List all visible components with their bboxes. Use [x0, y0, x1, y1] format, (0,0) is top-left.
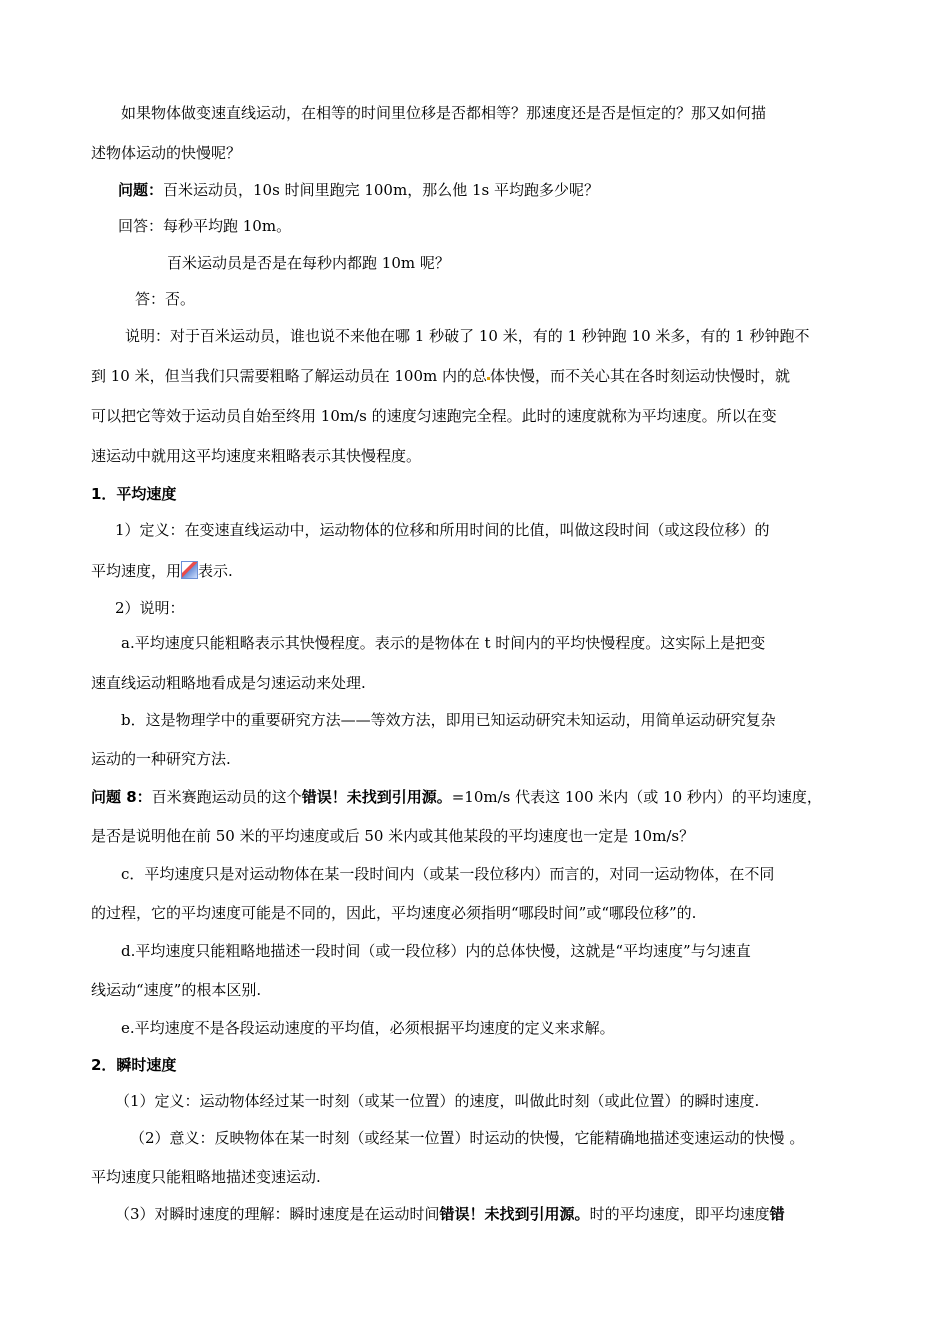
understanding-pre: （3）对瞬时速度的理解：瞬时速度是在运动时间	[115, 1205, 440, 1223]
point-c-line-1: c．平均速度只是对运动物体在某一段时间内（或某一段位移内）而言的，对同一运动物体，在不同	[121, 865, 775, 883]
explain-line-1: 说明：对于百米运动员，谁也说不来他在哪 1 秒破了 10 米，有的 1 秒钟跑 10 米多，有的 1 秒钟跑不	[125, 327, 810, 345]
instant-meaning-line-2: 平均速度只能粗略地描述变速运动.	[91, 1168, 321, 1186]
point-e-line: e.平均速度不是各段运动速度的平均值，必须根据平均速度的定义来求解。	[121, 1019, 615, 1037]
reference-error-3: 错	[769, 1205, 785, 1223]
definition-line-2b: 表示.	[198, 562, 233, 580]
understanding-mid: 时的平均速度，即平均速度	[589, 1205, 770, 1223]
point-b-line-2: 运动的一种研究方法.	[91, 750, 231, 768]
point-a-line-1: a.平均速度只能粗略表示其快慢程度。表示的是物体在 t 时间内的平均快慢程度。这实际上是把变	[121, 634, 766, 652]
reference-error-2: 错误！未找到引用源。	[439, 1205, 590, 1223]
definition-line-2	[91, 561, 233, 581]
instant-meaning-line-1: （2）意义：反映物体在某一时刻（或经某一位置）时运动的快慢，它能精确地描述变速运动的快慢 。	[130, 1129, 805, 1147]
reference-error: 错误！未找到引用源。	[301, 788, 452, 806]
question8-pre: 百米赛跑运动员的这个	[151, 788, 302, 806]
question-label: 问题：	[118, 181, 164, 199]
question8-label: 问题 8：	[91, 788, 152, 806]
note-label: 2）说明：	[115, 599, 185, 617]
section-heading-instant-velocity: 2．瞬时速度	[91, 1056, 177, 1074]
explain-line-2b: 体快慢，而不关心其在各时刻运动快慢时，就	[490, 367, 791, 385]
point-d-line-2: 线运动“速度”的根本区别.	[91, 981, 262, 999]
question8-line-1	[91, 787, 822, 807]
point-a-line-2: 速直线运动粗略地看成是匀速运动来处理.	[91, 674, 366, 692]
instant-definition-line: （1）定义：运动物体经过某一时刻（或某一位置）的速度，叫做此时刻（或此位置）的瞬时速度.	[115, 1092, 760, 1110]
point-b-line-1: b．这是物理学中的重要研究方法——等效方法，即用已知运动研究未知运动，用简单运动研究复杂	[121, 711, 776, 729]
point-c-line-2: 的过程，它的平均速度可能是不同的，因此，平均速度必须指明“哪段时间”或“哪段位移”的.	[91, 904, 697, 922]
point-d-line-1: d.平均速度只能粗略地描述一段时间（或一段位移）内的总体快慢，这就是“平均速度”与匀速直	[121, 942, 751, 960]
question8-line-2: 是否是说明他在前 50 米的平均速度或后 50 米内或其他某段的平均速度也一定是 10m/s？	[91, 827, 695, 845]
question8-post: =10m/s 代表这 100 米内（或 10 秒内）的平均速度，	[451, 788, 822, 806]
answer2-line: 答：否。	[135, 290, 196, 308]
question-text: 百米运动员，10s 时间里跑完 100m，那么他 1s 平均跑多少呢？	[163, 181, 599, 199]
answer-line: 回答：每秒平均跑 10m。	[118, 217, 292, 235]
definition-line-1: 1）定义：在变速直线运动中，运动物体的位移和所用时间的比值，叫做这段时间（或这段位移）的	[115, 521, 770, 539]
explain-line-3: 可以把它等效于运动员自始至终用 10m/s 的速度匀速跑完全程。此时的速度就称为平均速度。所以在变	[91, 407, 777, 425]
intro-line-2: 述物体运动的快慢呢？	[91, 144, 242, 162]
equation-object-icon[interactable]	[181, 561, 198, 579]
explain-line-4: 速运动中就用这平均速度来粗略表示其快慢程度。	[91, 447, 422, 465]
instant-understanding-line	[115, 1204, 785, 1224]
question-line	[118, 180, 599, 200]
definition-line-2a: 平均速度，用	[91, 562, 182, 580]
question2-line: 百米运动员是否是在每秒内都跑 10m 呢？	[167, 254, 450, 272]
explain-line-2a: 到 10 米，但当我们只需要粗略了解运动员在 100m 内的总	[91, 367, 488, 385]
section-heading-average-velocity: 1．平均速度	[91, 485, 177, 503]
explain-line-2	[91, 366, 790, 386]
intro-line-1: 如果物体做变速直线运动，在相等的时间里位移是否都相等？那速度还是否是恒定的？那又如何描	[121, 104, 767, 122]
